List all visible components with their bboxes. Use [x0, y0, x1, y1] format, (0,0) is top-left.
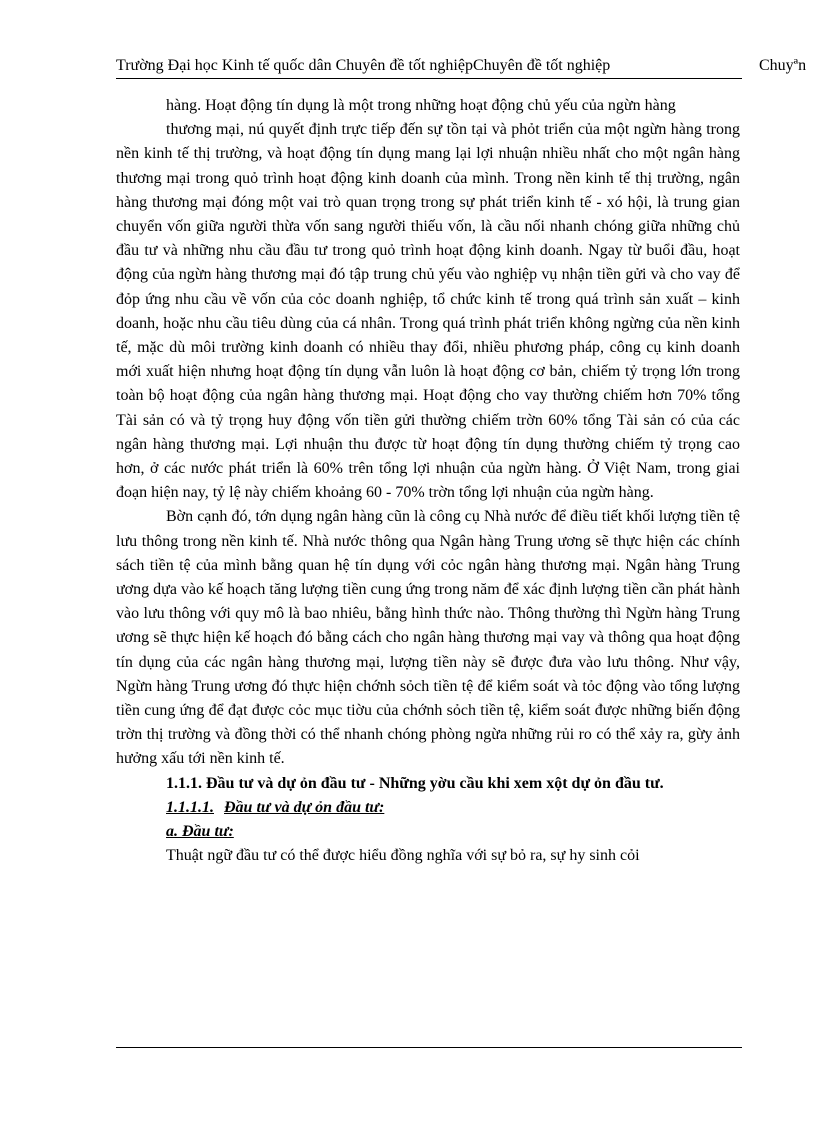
document-body [116, 94, 740, 869]
header-right-text: Chuyªn [759, 57, 807, 74]
paragraph-2: thương mại, nú quyết định trực tiếp đến sự tồn tại và phỏt triển của một ngừn hàng trong nền kinh tế thị trường, và hoạt động tín dụng mang lại lợi nhuận nhiều nhất cho một ngân hàng thương mại trong quỏ trình hoạt động kinh doanh của mình. Trong nền kinh tế thị trường, ngân hàng thương mại đóng một vai trò quan trọng trong sự phát triển kinh tế - xó hội, là trung gian chuyển vốn giữa người thừa vốn sang người thiếu vốn, là cầu nối nhanh chóng giữa những chủ đầu tư và những nhu cầu đầu tư trong quỏ trình hoạt động kinh doanh. Ngay từ buổi đầu, hoạt động của ngừn hàng thương mại đó tập trung chủ yếu vào nghiệp vụ nhận tiền gửi và cho vay để đỏp ứng nhu cầu về vốn của cỏc doanh nghiệp, tổ chức kinh tế trong quá trình sản xuất – kinh doanh, hoặc nhu cầu tiêu dùng của cá nhân. Trong quá trình phát triển không ngừng của nền kinh tế, mặc dù môi trường kinh doanh có nhiều thay đổi, nhiều phương pháp, công cụ kinh doanh mới xuất hiện nhưng hoạt động tín dụng vẫn luôn là hoạt động cơ bản, chiếm tỷ trọng lớn trong toàn bộ hoạt động của ngân hàng thương mại. Hoạt động cho vay thường chiếm hơn 70% tổng Tài sản có và tỷ trọng huy động vốn tiền gửi thường chiếm trờn 60% tổng Tài sản có của các ngân hàng thương mại. Lợi nhuận thu được từ hoạt động tín dụng thường chiếm tỷ trọng cao hơn, ở các nước phát triển là 60% trên tổng lợi nhuận của ngừn hàng. Ở Việt Nam, trong giai đoạn hiện nay, tỷ lệ này chiếm khoảng 60 - 70% trờn tổng lợi nhuận của ngừn hàng. [116, 121, 740, 502]
footer-divider [116, 1047, 742, 1048]
paragraph-3: Bờn cạnh đó, tớn dụng ngân hàng cũn là công cụ Nhà nước để điều tiết khối lượng tiền tệ lưu thông trong nền kinh tế. Nhà nước thông qua Ngân hàng Trung ương sẽ thực hiện các chính sách tiền tệ của mình bằng quan hệ tín dụng với cỏc ngân hàng thương mại. Ngân hàng Trung ương dựa vào kế hoạch tăng lượng tiền cung ứng trong năm để xác định lượng tiền cần phát hành vào lưu thông với quy mô là bao nhiêu, bằng hình thức nào. Thông thường thì Ngừn hàng Trung ương sẽ thực hiện kế hoạch đó bằng cách cho ngân hàng thương mại vay và thông qua hoạt động tín dụng của các ngân hàng thương mại, lượng tiền này sẽ được đưa vào lưu thông. Như vậy, Ngừn hàng Trung ương đó thực hiện chớnh sỏch tiền tệ để kiểm soát và tỏc động vào tổng lượng tiền cung ứng để đạt được cỏc mục tiờu của chớnh sỏch tiền tệ, kiểm soát được những biến động trờn thị trường và đồng thời có thể nhanh chóng phòng ngừa những rủi ro có thể xảy ra, gừy ảnh hưởng xấu tới nền kinh tế. [116, 508, 740, 768]
section-heading-1-1-1: 1.1.1. Đầu tư và dự ỏn đầu tư - Những yờu cầu khi xem xột dự ỏn đầu tư. [166, 774, 664, 792]
section-heading-1-1-1-1 [116, 796, 740, 820]
page-header [116, 56, 812, 78]
heading-text: Đầu tư và dự ỏn đầu tư: [224, 798, 385, 816]
paragraph-1: hàng. Hoạt động tín dụng là một trong những hoạt động chủ yếu của ngừn hàng [166, 97, 676, 114]
paragraph-4: Thuật ngữ đầu tư có thể được hiểu đồng nghĩa với sự bỏ ra, sự hy sinh cỏi [166, 847, 640, 865]
subsection-heading-a: a. Đầu tư: [166, 823, 234, 841]
header-divider [116, 78, 742, 79]
header-title: Trường Đại học Kinh tế quốc dân Chuyên đề tốt nghiệpChuyên đề tốt nghiệp [116, 57, 611, 74]
heading-number: 1.1.1.1. [166, 798, 214, 816]
